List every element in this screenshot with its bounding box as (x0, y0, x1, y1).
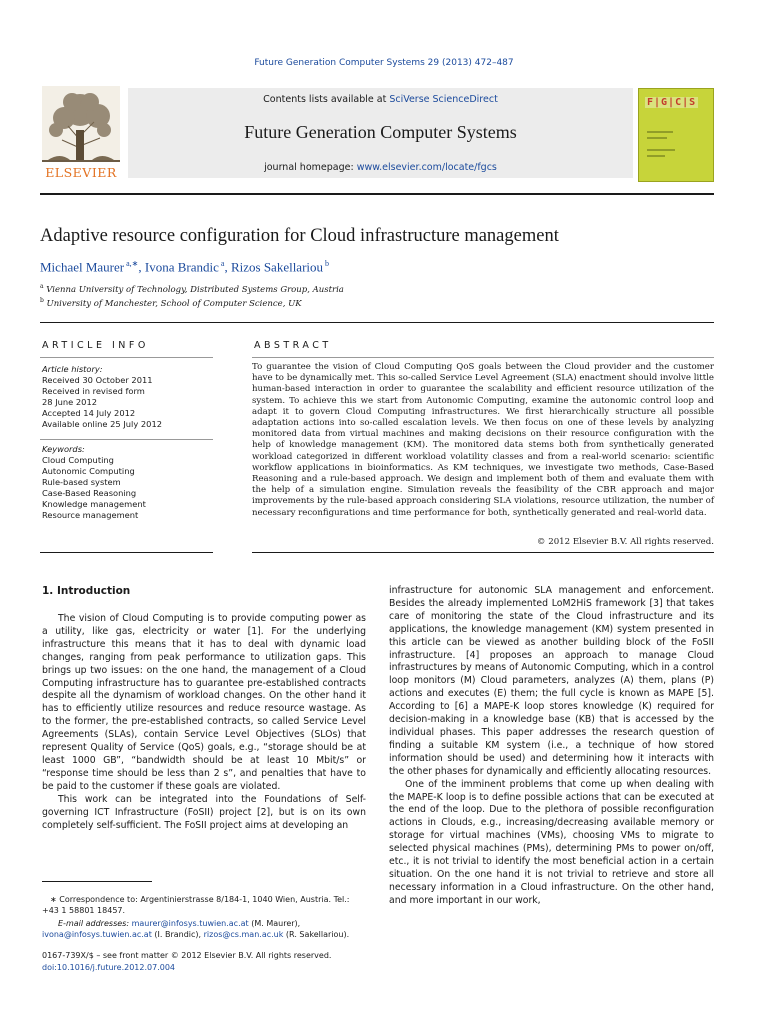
cover-decoration (647, 131, 673, 133)
keyword-item: Autonomic Computing (42, 466, 135, 476)
email-footnote: E-mail addresses: maurer@infosys.tuwien.ac.at (M. Maurer), ivona@infosys.tuwien.ac.at (I. Brandic), rizos@cs.man.ac.uk (R. Sakellariou). (42, 919, 350, 940)
footnote-marker: ∗ (50, 895, 57, 904)
journal-reference-link[interactable]: Future Generation Computer Systems 29 (2013) 472–487 (254, 58, 514, 68)
journal-title: Future Generation Computer Systems (244, 122, 517, 142)
footnote-rule (42, 881, 152, 882)
right-column-body (389, 585, 714, 908)
section-rule (40, 322, 714, 323)
body-paragraph: This work can be integrated into the Foundations of Self-governing ICT Infrastructure (FoSII) project [2], but is on its own completely self-sufficient. The FoSII project aims at developing an (42, 793, 366, 831)
email-link[interactable]: ivona@infosys.tuwien.ac.at (42, 930, 152, 940)
email-link[interactable]: maurer@infosys.tuwien.ac.at (131, 919, 249, 928)
author-name[interactable]: Ivona Brandic (144, 259, 219, 275)
cover-title: F|G|C|S (647, 97, 697, 108)
article-info-rule (40, 357, 213, 358)
article-info-rule (40, 552, 213, 553)
affiliation: $^a$ Vienna University of Technology, Distributed Systems Group, Austria (40, 283, 344, 295)
abstract-heading: ABSTRACT (254, 340, 332, 351)
left-column-body (42, 613, 366, 832)
author-name[interactable]: Michael Maurer (40, 259, 125, 275)
history-item: Received 30 October 2011 (42, 375, 153, 385)
author-affiliation-marker[interactable]: a,∗ (126, 259, 139, 268)
keyword-item: Case-Based Reasoning (42, 488, 137, 498)
article-info-heading: ARTICLE INFO (42, 340, 149, 351)
article-title: Adaptive resource configuration for Cloud infrastructure management (40, 226, 559, 246)
abstract-rule (252, 357, 714, 358)
affiliation: $^b$ University of Manchester, School of Computer Science, UK (40, 297, 302, 309)
sciencedirect-link[interactable]: SciVerse ScienceDirect (389, 94, 498, 105)
article-history-label: Article history: (42, 364, 103, 374)
homepage-link[interactable]: www.elsevier.com/locate/fgcs (356, 162, 497, 173)
history-item: Accepted 14 July 2012 (42, 408, 136, 418)
cover-decoration (647, 137, 667, 139)
journal-masthead (40, 82, 714, 190)
issn-line: 0167-739X/$ – see front matter © 2012 Elsevier B.V. All rights reserved. (42, 951, 332, 960)
cover-decoration (647, 155, 665, 157)
history-item: 28 June 2012 (42, 397, 98, 407)
body-paragraph: One of the imminent problems that come up when dealing with the MAPE-K loop is to define possible actions that can be executed at the end of the loop. Due to the plethora of possible reconfiguration actions in Clouds, e.g., increasing/decreasing available memory or storage for virtual machines (VMs), choosing VMs to migrate to selected physical machines (PMs), determining PMs to power on/off, etc., it is not trivial to identify the most beneficial action in a certain situation. On the one hand it is not trivial to retrieve and store all necessary information in a Cloud infrastructure. On the other hand, and more important in our work, (389, 778, 714, 906)
article-info-rule (40, 439, 213, 440)
introduction-heading: 1. Introduction (42, 585, 131, 597)
abstract-text: To guarantee the vision of Cloud Computing QoS goals between the Cloud provider and the customer have to be dynamically met. This so-called Service Level Agreement (SLA) enactment should involve little human-based interaction in order to guarantee the scalability and efficient resource utilization of the system. To achieve this we start from Autonomic Computing, examine the autonomic control loop and adapt it to govern Cloud Computing infrastructures. We first hierarchically structure all possible adaptation actions into so-called escalation levels. We then focus on one of these levels by analyzing monitored data from virtual machines and making decisions on their resource configuration with the help of knowledge management (KM). The monitored data stems both from synthetically generated workload categorized in different workload volatility classes and from a real-world scenario: scientific workflow applications in bioinformatics. As KM techniques, we investigate two methods, Case-Based Reasoning and a rule-based approach. We design and implement both of them and evaluate them with the help of a simulation engine. Simulation reveals the feasibility of the CBR approach and major improvements by the rule-based approach considering SLA violations, resource utilization, the number of necessary reconfigurations and time performance for both, synthetically generated and real-world data. (252, 362, 714, 518)
journal-header-box (128, 88, 633, 178)
email-label: E-mail addresses: (58, 919, 130, 928)
history-item: Received in revised form (42, 386, 145, 396)
journal-cover-image (638, 88, 714, 182)
body-paragraph: The vision of Cloud Computing is to provide computing power as a utility, like gas, electricity or water [1]. For the underlying infrastructure this means that it has to deal with dynamic load changes, ranging from peak performance to utilization gaps. This brings up two issues: on the one hand, the management of a Cloud Computing infrastructure has to guarantee pre-established contracts despite all the dynamism of workload changes. On the other hand it has to efficiently utilize resources and reduce resource wastage. As to the former, the pre-established contracts, so called Service Level Agreements (SLAs), contain Service Level Objectives (SLOs) that represent Quality of Service (QoS) goals, e.g., “storage should be at least 1000 GB”, “bandwidth should be at least 10 Mbit/s” or “response time should be less than 2 s”, and penalties that have to be paid to the customer if these goals are violated. (42, 613, 366, 792)
author-affiliation-marker[interactable]: a (220, 259, 225, 268)
doi-link[interactable]: doi:10.1016/j.future.2012.07.004 (42, 963, 175, 972)
keyword-item: Cloud Computing (42, 455, 114, 465)
correspondence-footnote: ∗ Correspondence to: Argentinierstrasse 8/184-1, 1040 Wien, Austria. Tel.: +43 1 58801 18457. (42, 895, 350, 916)
homepage-prefix: journal homepage: (264, 162, 357, 173)
abstract-rule (252, 552, 714, 553)
contents-line (128, 94, 633, 105)
keywords-label: Keywords: (42, 444, 85, 454)
body-paragraph: infrastructure for autonomic SLA management and enforcement. Besides the already implemented LoM2HiS framework [3] that takes care of monitoring the state of the Cloud infrastructure and its applications, the knowledge management (KM) system presented in this article can be viewed as another building block of the FoSII infrastructure. [4] proposes an approach to manage Cloud infrastructures by means of Autonomic Computing, which in a control loop monitors (M) Cloud parameters, analyzes (A) them, plans (P) actions and executes (E) them; the full cycle is known as MAPE [5]. According to [6] a MAPE-K loop stores knowledge (K) required for decision-making in a knowledge base (KB) that is accessed by the individual phases. This paper addresses the research question of finding a suitable KM system (i.e., a technique of how stored information should be used) and determining how it interacts with the other phases for dynamically and efficiently allocating resources. (389, 585, 714, 777)
contents-prefix: Contents lists available at (263, 94, 390, 105)
keyword-item: Knowledge management (42, 499, 146, 509)
homepage-line (128, 162, 633, 173)
abstract-copyright: © 2012 Elsevier B.V. All rights reserved. (536, 537, 714, 547)
history-item: Available online 25 July 2012 (42, 419, 163, 429)
cover-decoration (647, 149, 675, 151)
author-list: Michael Maurer $^{a,∗}$, Ivona Brandic $^a$, Rizos Sakellariou $^b$ (40, 259, 330, 275)
author-name[interactable]: Rizos Sakellariou (230, 259, 324, 275)
keyword-item: Resource management (42, 510, 139, 520)
elsevier-wordmark: ELSEVIER (45, 165, 117, 180)
email-link[interactable]: rizos@cs.man.ac.uk (203, 930, 284, 940)
keyword-item: Rule-based system (42, 477, 121, 487)
masthead-rule (40, 193, 714, 195)
author-affiliation-marker[interactable]: b (325, 259, 330, 268)
